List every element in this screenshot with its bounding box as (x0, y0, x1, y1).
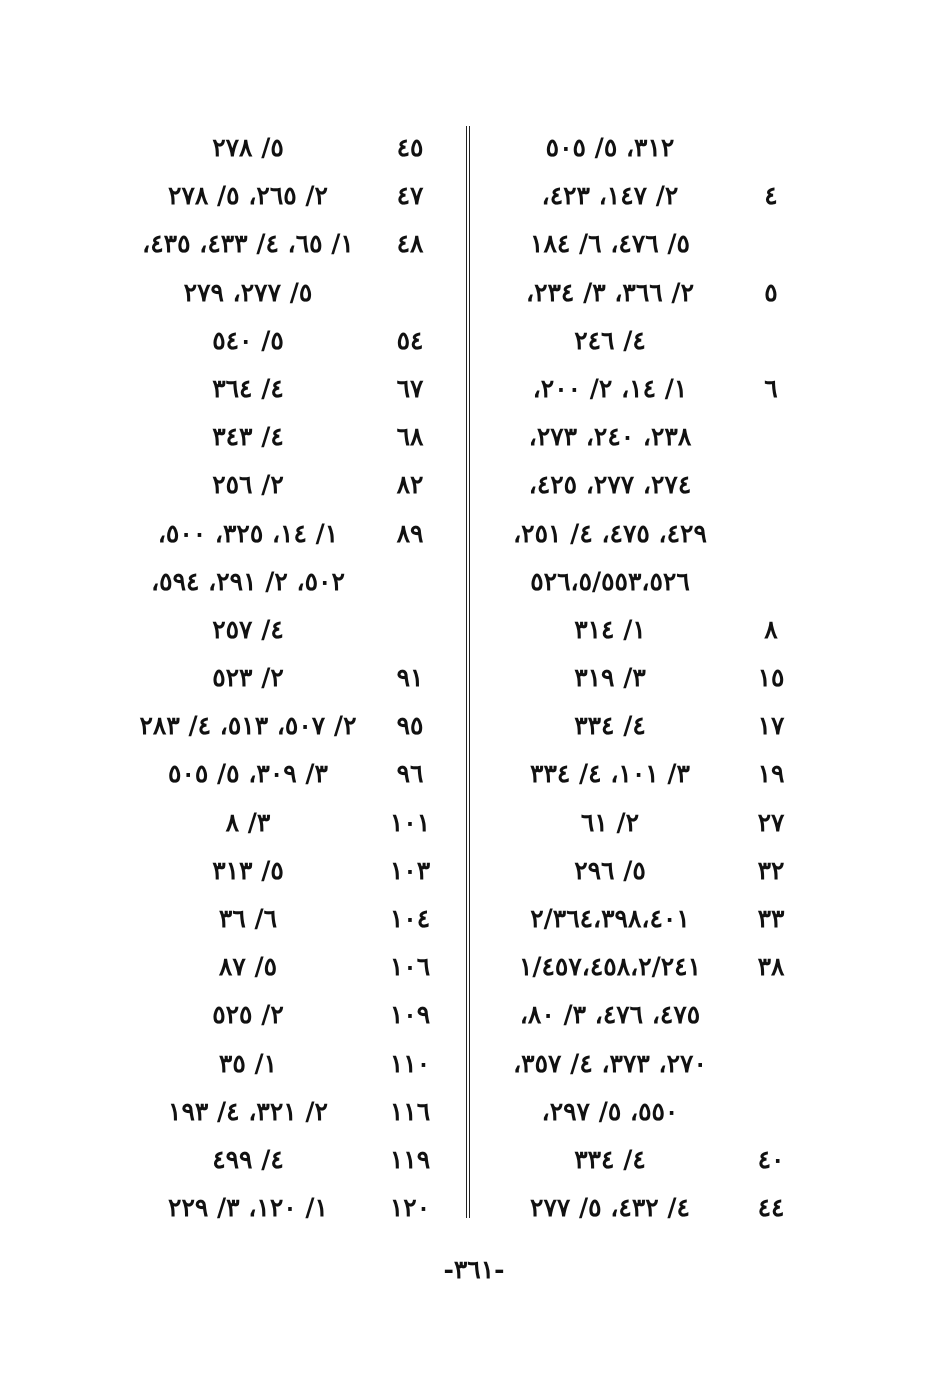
index-entry (120, 220, 464, 268)
volume-page-reference: ٦/ ٣٦ (218, 904, 278, 933)
index-entry (120, 317, 464, 365)
index-entry (484, 172, 814, 220)
index-entry (484, 124, 814, 172)
volume-page-reference: ٣/ ١٠١، ٤/ ٣٣٤ (530, 759, 690, 789)
index-entry (484, 1088, 814, 1136)
volume-page-reference: ٤٧٥، ٤٧٦، ٣/ ٨٠، (519, 1000, 701, 1030)
index-entry (484, 702, 814, 750)
index-entry (484, 317, 814, 365)
volume-page-reference: ٢/ ٣٦٦، ٣/ ٢٣٤، (525, 277, 694, 307)
index-entry (120, 1040, 464, 1088)
index-entry (484, 799, 814, 847)
volume-page-reference: ١/٤٥٧،٤٥٨،٢/٢٤١ (518, 952, 702, 982)
volume-page-reference: ٤/ ٢٤٦ (574, 325, 646, 355)
verse-number: ١٠٣ (389, 855, 431, 885)
verse-number (380, 606, 440, 654)
index-entry (120, 510, 464, 558)
verse-number (746, 220, 796, 268)
verse-number: ١٧ (757, 711, 785, 741)
verse-number (746, 413, 796, 461)
index-entry (120, 799, 464, 847)
index-entry (120, 413, 464, 461)
index-entry (484, 1136, 814, 1184)
volume-page-reference: ٢٧٠، ٣٧٣، ٤/ ٣٥٧، (513, 1048, 707, 1078)
volume-page-reference: ٥٥٠، ٥/ ٢٩٧، (541, 1096, 679, 1126)
verse-number: ١٥ (757, 663, 785, 693)
verse-number: ٥٤ (396, 325, 424, 355)
index-entry (120, 991, 464, 1039)
volume-page-reference: ٥/ ٤٧٦، ٦/ ١٨٤ (530, 229, 690, 259)
verse-number: ٦ (764, 373, 778, 403)
verse-number: ٨٢ (396, 470, 424, 500)
index-entry (484, 654, 814, 702)
index-entry (484, 847, 814, 895)
index-entry (120, 365, 464, 413)
verse-number (380, 269, 440, 317)
volume-page-reference: ٢/٣٦٤،٣٩٨،٤٠١ (530, 904, 690, 933)
verse-number: ٣٨ (757, 952, 785, 982)
verse-number: ٨٩ (396, 518, 424, 548)
volume-page-reference: ٣/ ٣١٩ (574, 663, 646, 693)
index-entry (484, 991, 814, 1039)
index-entry (484, 269, 814, 317)
verse-number: ١٠٩ (389, 1000, 431, 1030)
verse-number: ٩٥ (396, 711, 424, 741)
volume-page-reference: ٤/ ٢٥٧ (212, 614, 284, 644)
volume-page-reference: ٢/ ٦١ (580, 807, 640, 837)
verse-number: ١٠٤ (389, 904, 431, 933)
verse-number: ١١٠ (389, 1048, 431, 1078)
verse-number (380, 558, 440, 606)
verse-number (746, 1040, 796, 1088)
volume-page-reference: ٢/ ٢٦٥، ٥/ ٢٧٨ (168, 181, 328, 211)
index-entry (120, 1136, 464, 1184)
volume-page-reference: ٥/ ٢٩٦ (574, 855, 646, 885)
verse-number (746, 558, 796, 606)
verse-number (746, 461, 796, 509)
volume-page-reference: ١/ ٦٥، ٤/ ٤٣٣، ٤٣٥، (142, 229, 354, 259)
index-entry (484, 461, 814, 509)
verse-number: ٤٧ (396, 181, 424, 211)
index-entry (484, 750, 814, 798)
volume-page-reference: ٤/ ٤٩٩ (212, 1144, 284, 1174)
verse-number: ٦٧ (396, 373, 424, 403)
verse-number (746, 124, 796, 172)
index-entry (120, 124, 464, 172)
volume-page-reference: ٢/ ٥٢٥ (212, 1000, 284, 1030)
index-entry (120, 558, 464, 606)
volume-page-reference: ٥/ ٣١٣ (212, 855, 284, 885)
volume-page-reference: ١/ ١٢٠، ٣/ ٢٢٩ (168, 1193, 328, 1223)
verse-number: ١٩ (757, 759, 785, 789)
volume-page-reference: ٣/ ٨ (225, 807, 271, 837)
volume-page-reference: ٥/ ٨٧ (218, 952, 278, 982)
verse-number: ٩٦ (396, 759, 424, 789)
volume-page-reference: ١/ ١٤، ٢/ ٢٠٠، (532, 373, 688, 403)
verse-number: ٤٤ (757, 1193, 785, 1223)
verse-number: ١١٦ (389, 1096, 431, 1126)
volume-page-reference: ٤/ ٣٣٤ (574, 711, 646, 741)
index-entry (120, 847, 464, 895)
index-entry (484, 220, 814, 268)
volume-page-reference: ٤/ ٣٣٤ (574, 1144, 646, 1174)
verse-number (746, 317, 796, 365)
volume-page-reference: ٢٣٨، ٢٤٠، ٢٧٣، (528, 422, 692, 452)
verse-number: ٤٠ (757, 1144, 785, 1174)
index-entry (120, 943, 464, 991)
index-entry (484, 365, 814, 413)
index-entry (120, 654, 464, 702)
volume-page-reference: ٥٠٢، ٢/ ٢٩١، ٥٩٤، (151, 566, 345, 596)
index-entry (120, 606, 464, 654)
volume-page-reference: ٤/ ٤٣٢، ٥/ ٢٧٧ (530, 1193, 690, 1223)
verse-number: ١٠١ (389, 807, 431, 837)
index-entry (484, 1040, 814, 1088)
index-entry (120, 461, 464, 509)
volume-page-reference: ٥٢٦،٥/٥٥٣،٥٢٦ (530, 566, 690, 596)
verse-number: ٨ (764, 614, 778, 644)
index-entry (120, 1184, 464, 1232)
verse-number: ٩١ (396, 663, 424, 693)
verse-number: ١٠٦ (389, 952, 431, 982)
index-entry (484, 1184, 814, 1232)
left-index-column (120, 124, 464, 1232)
verse-number: ٢٧ (757, 807, 785, 837)
volume-page-reference: ٥/ ٢٧٨ (212, 133, 284, 162)
verse-number: ٤٥ (396, 133, 424, 162)
volume-page-reference: ١/ ٣١٤ (574, 614, 646, 644)
volume-page-reference: ٥/ ٥٤٠ (212, 325, 284, 355)
index-entry (484, 413, 814, 461)
index-entry (484, 510, 814, 558)
volume-page-reference: ٣/ ٣٠٩، ٥/ ٥٠٥ (168, 759, 328, 789)
verse-number: ٣٢ (757, 855, 785, 885)
right-index-column (484, 124, 814, 1232)
volume-page-reference: ٣١٢، ٥/ ٥٠٥ (545, 133, 675, 162)
verse-number: ٤٨ (396, 229, 424, 259)
index-entry (120, 750, 464, 798)
index-entry (120, 895, 464, 943)
verse-number (746, 991, 796, 1039)
index-entry (484, 558, 814, 606)
volume-page-reference: ٢/ ٥٠٧، ٥١٣، ٤/ ٢٨٣ (139, 711, 357, 741)
volume-page-reference: ٢/ ٢٥٦ (212, 470, 284, 500)
index-entry (120, 269, 464, 317)
volume-page-reference: ٤/ ٣٦٤ (212, 373, 284, 403)
volume-page-reference: ٢/ ٥٢٣ (212, 663, 284, 693)
verse-number: ١١٩ (389, 1144, 431, 1174)
index-entry (484, 895, 814, 943)
verse-number (746, 510, 796, 558)
page-number: -٣٦١- (443, 1255, 505, 1284)
volume-page-reference: ٤٢٩، ٤٧٥، ٤/ ٢٥١، (513, 518, 707, 548)
verse-number: ٦٨ (396, 422, 424, 452)
index-entry (484, 943, 814, 991)
verse-number: ١٢٠ (389, 1193, 431, 1223)
volume-page-reference: ٢/ ١٤٧، ٤٢٣، (541, 181, 679, 211)
column-divider (466, 126, 470, 1218)
verse-number: ٣٣ (757, 904, 785, 933)
volume-page-reference: ٤/ ٣٤٣ (212, 422, 284, 452)
volume-page-reference: ٥/ ٢٧٧، ٢٧٩ (183, 277, 313, 307)
verse-number: ٤ (764, 181, 778, 211)
index-entry (120, 172, 464, 220)
volume-page-reference: ١/ ١٤، ٣٢٥، ٥٠٠، (157, 518, 339, 548)
index-entry (120, 702, 464, 750)
index-entry (484, 606, 814, 654)
volume-page-reference: ٢٧٤، ٢٧٧، ٤٢٥، (528, 470, 692, 500)
index-entry (120, 1088, 464, 1136)
volume-page-reference: ٢/ ٣٢١، ٤/ ١٩٣ (168, 1096, 328, 1126)
verse-number (746, 1088, 796, 1136)
volume-page-reference: ١/ ٣٥ (218, 1048, 278, 1078)
verse-number: ٥ (764, 277, 778, 307)
